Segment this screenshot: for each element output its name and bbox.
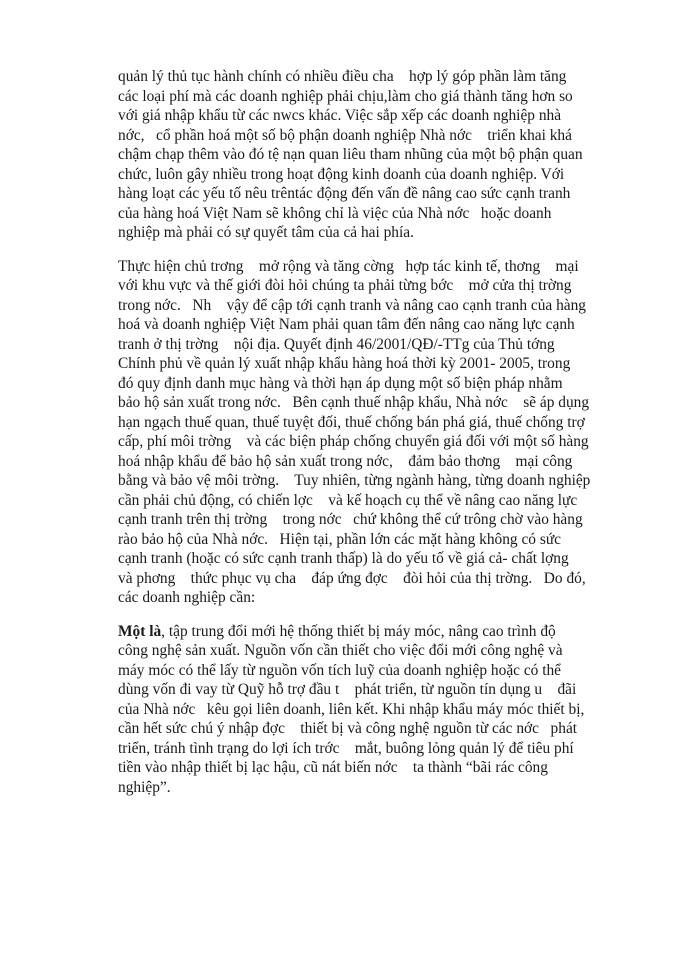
- text-line: với giá nhập khẩu từ các nwcs khác. Việc sắp xếp các doanh nghiệp nhà: [118, 107, 562, 124]
- paragraph-2: [118, 257, 592, 608]
- text-line: dùng vốn đi vay từ Quỹ hỗ trợ đầu t phát triển, từ nguồn tín dụng u đãi: [118, 681, 577, 698]
- text-line: nghiệp”.: [118, 778, 171, 796]
- text-line: hoá và doanh nghiệp Việt Nam phải quan tâm đến nâng cao năng lực cạnh: [118, 316, 575, 333]
- text-line: hàng loạt các yếu tố nêu trêntác động đến vấn đề nâng cao sức cạnh tranh: [118, 185, 571, 202]
- text-line: hạn ngạch thuế quan, thuế tuyệt đối, thuế chống bán phá giá, thuế chống trợ: [118, 413, 585, 431]
- text-line: các loại phí mà các doanh nghiệp phải chịu,làm cho giá thành tăng hơn so: [118, 87, 573, 105]
- text-line: nghiệp mà phải có sự quyết tâm của cả hai phía.: [118, 224, 414, 241]
- text-line: của hàng hoá Việt Nam sẽ không chỉ là việc của Nhà nớc hoặc doanh: [118, 204, 552, 222]
- text-line: các doanh nghiệp cần:: [118, 589, 256, 606]
- text-line: cạnh tranh trên thị trờng trong nớc chứ không thể cứ trông chờ vào hàng: [118, 511, 583, 528]
- text-line: cấp, phí môi trờng và các biện pháp chống chuyển giá đối với một số hàng: [118, 433, 589, 450]
- document-body: [118, 67, 592, 811]
- text-line: với khu vực và thế giới đòi hỏi chúng ta phải từng bớc mở cửa thị trờng: [118, 277, 572, 294]
- paragraph-1: [118, 67, 592, 243]
- text-line: cần hết sức chú ý nhập đợc thiết bị và công nghệ nguồn từ các nớc phát: [118, 720, 578, 737]
- text-line: Chính phủ về quản lý xuất nhập khẩu hàng hoá thời kỳ 2001- 2005, trong: [118, 355, 571, 372]
- text-line: bằng và bảo vệ môi trờng. Tuy nhiên, từng ngành hàng, từng doanh nghiệp: [118, 472, 591, 489]
- text-line: máy móc có thể lấy từ nguồn vốn tích luỹ của doanh nghiệp hoặc có thể: [118, 661, 562, 679]
- text-line: cạnh tranh (hoặc có sức cạnh tranh thấp) là do yếu tố về giá cả- chất lợng: [118, 550, 569, 567]
- text-line: triển, tránh tình trạng do lợi ích trớc mắt, buông lỏng quản lý để tiêu phí: [118, 739, 574, 757]
- text-line: [118, 622, 592, 642]
- text-line: trong nớc. Nh vậy để cập tới cạnh tranh và nâng cao cạnh tranh của hàng: [118, 296, 586, 314]
- text-line: Thực hiện chủ trơng mở rộng và tăng cờng hợp tác kinh tế, thơng mại: [118, 257, 579, 275]
- text-line: chậm chạp thêm vào đó tệ nạn quan liêu tham nhũng của một bộ phận quan: [118, 146, 583, 163]
- text-line: hoá nhập khẩu để bảo hộ sản xuất trong nớc, đảm bảo thơng mại công: [118, 452, 573, 470]
- text-line: công nghệ sản xuất. Nguồn vốn cần thiết cho việc đổi mới công nghệ và: [118, 642, 563, 659]
- paragraph-3: [118, 622, 592, 798]
- text-line: đó quy định danh mục hàng và thời hạn áp dụng một số biện pháp nhằm: [118, 374, 563, 392]
- text-line-rest: , tập trung đổi mới hệ thống thiết bị máy móc, nâng cao trình độ: [161, 622, 556, 640]
- text-line: và phơng thức phục vụ cha đáp ứng đợc đòi hỏi của thị trờng. Do đó,: [118, 569, 586, 587]
- text-line: tranh ở thị trờng nội địa. Quyết định 46/2001/QĐ/-TTg của Thủ tớng: [118, 335, 555, 353]
- text-line: nớc, cổ phần hoá một số bộ phận doanh nghiệp Nhà nớc triển khai khá: [118, 126, 572, 144]
- text-line: bảo hộ sản xuất trong nớc. Bên cạnh thuế nhập khẩu, Nhà nớc sẽ áp dụng: [118, 394, 590, 411]
- text-line: cần phải chủ động, có chiến lợc và kế hoạch cụ thể về nâng cao năng lực: [118, 491, 578, 509]
- text-line: quản lý thủ tục hành chính có nhiều điều cha hợp lý góp phần làm tăng: [118, 68, 567, 85]
- text-line: tiền vào nhập thiết bị lạc hậu, cũ nát biến nớc ta thành “bãi rác công: [118, 759, 548, 776]
- text-line: rào bảo hộ của Nhà nớc. Hiện tại, phần lớn các mặt hàng không có sức: [118, 530, 562, 548]
- text-line: chức, luôn gây nhiều trong hoạt động kinh doanh của doanh nghiệp. Với: [118, 165, 565, 183]
- paragraph-lead: Một là: [118, 622, 162, 640]
- text-line: của Nhà nớc kêu gọi liên doanh, liên kết. Khi nhập khẩu máy móc thiết bị,: [118, 700, 585, 718]
